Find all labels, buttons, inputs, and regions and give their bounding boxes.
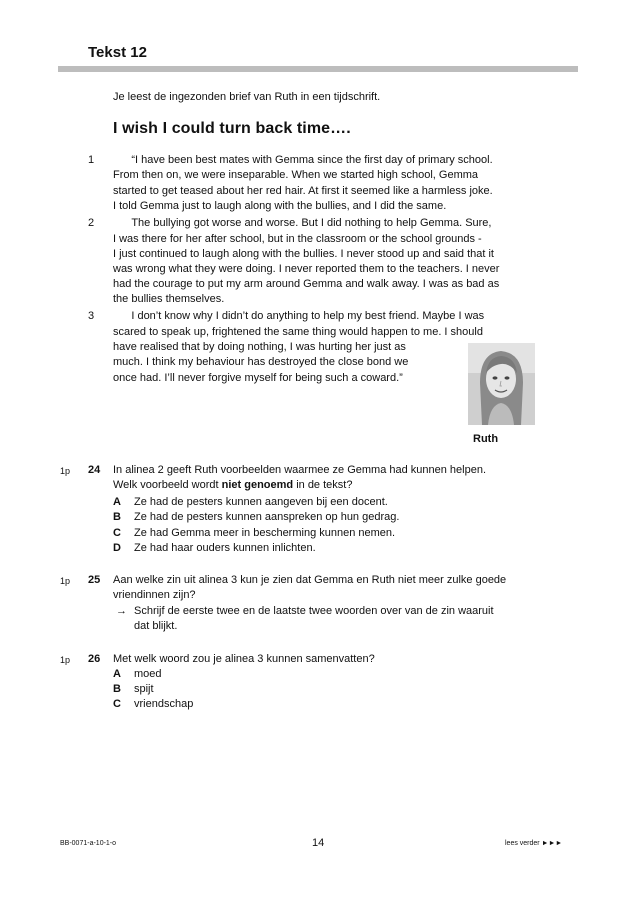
option-text: moed (134, 668, 162, 680)
option-letter: B (113, 683, 121, 695)
option-letter: D (113, 542, 121, 554)
page-title: Tekst 12 (88, 44, 147, 61)
option-letter: C (113, 698, 121, 710)
question-points: 1p (60, 576, 71, 586)
option-text: Ze had de pesters kunnen aanspreken op hun gedrag. (134, 511, 400, 523)
instruction-text-line2: dat blijkt. (134, 620, 178, 632)
option-letter: C (113, 527, 121, 539)
question-number: 24 (88, 464, 101, 476)
page-number: 14 (312, 837, 325, 849)
option-text: vriendschap (134, 698, 194, 710)
option-text: Ze had de pesters kunnen aangeven bij een docent. (134, 496, 388, 508)
question-text: Met welk woord zou je alinea 3 kunnen samenvatten? (113, 653, 375, 665)
paragraph-number: 1 (88, 154, 95, 166)
question-text: In alinea 2 geeft Ruth voorbeelden waarmee ze Gemma had kunnen helpen. (113, 464, 487, 476)
article-line: From then on, we were inseparable. When we started high school, Gemma (113, 169, 479, 181)
next-page-indicator: lees verder ►►► (505, 840, 563, 847)
ruth-photo (468, 343, 535, 425)
option-letter: A (113, 668, 121, 680)
paragraph-number: 3 (88, 310, 95, 322)
question-text-line2: vriendinnen zijn? (113, 589, 196, 601)
option-letter: A (113, 496, 121, 508)
question-text-line2: Welk voorbeeld wordt niet genoemd in de tekst? (113, 479, 353, 491)
header-divider (58, 66, 578, 72)
arrow-icon: → (116, 605, 127, 617)
article-line: have realised that by doing nothing, I was hurting her just as (113, 341, 406, 353)
paragraph-number: 2 (88, 217, 95, 229)
question-points: 1p (60, 466, 71, 476)
article-line: I just continued to laugh along with the bullies. I never stood up and said that it (113, 248, 494, 260)
article-line: had the courage to put my arm around Gemma and walk away. I was as bad as (113, 278, 500, 290)
article-line: I don’t know why I didn’t do anything to help my best friend. Maybe I was (113, 310, 485, 322)
article-line: scared to speak up, frightened the same thing would happen to me. I should (113, 326, 483, 338)
option-letter: B (113, 511, 121, 523)
article-line: “I have been best mates with Gemma since the first day of primary school. (113, 154, 493, 166)
question-points: 1p (60, 655, 71, 665)
photo-caption: Ruth (473, 433, 499, 445)
instruction-text: Schrijf de eerste twee en de laatste twee woorden over van de zin waaruit (134, 605, 494, 617)
intro-text: Je leest de ingezonden brief van Ruth in een tijdschrift. (113, 91, 381, 103)
article-line: the bullies themselves. (113, 293, 225, 305)
option-text: spijt (134, 683, 154, 695)
article-line: started to get teased about her red hair. At first it seemed like a harmless joke. (113, 185, 493, 197)
option-text: Ze had haar ouders kunnen inlichten. (134, 542, 316, 554)
emphasis: niet genoemd (221, 479, 294, 491)
footer-code: BB-0071-a-10-1-o (60, 840, 117, 847)
article-line: was wrong what they were doing. I never reported them to the teachers. I never (113, 263, 500, 275)
question-number: 25 (88, 574, 101, 586)
option-text: Ze had Gemma meer in bescherming kunnen nemen. (134, 527, 396, 539)
question-number: 26 (88, 653, 101, 665)
article-line: I was there for her after school, but in the classroom or the school grounds - (113, 233, 482, 245)
article-line: much. I think my behaviour has destroyed the close bond we (113, 356, 409, 368)
article-line: The bullying got worse and worse. But I did nothing to help Gemma. Sure, (113, 217, 492, 229)
question-text: Aan welke zin uit alinea 3 kun je zien dat Gemma en Ruth niet meer zulke goede (113, 574, 507, 586)
article-line: once had. I’ll never forgive myself for being such a coward.” (113, 372, 403, 384)
article-title: I wish I could turn back time…. (113, 120, 351, 137)
article-line: I told Gemma just to laugh along with the bullies, and I did the same. (113, 200, 447, 212)
